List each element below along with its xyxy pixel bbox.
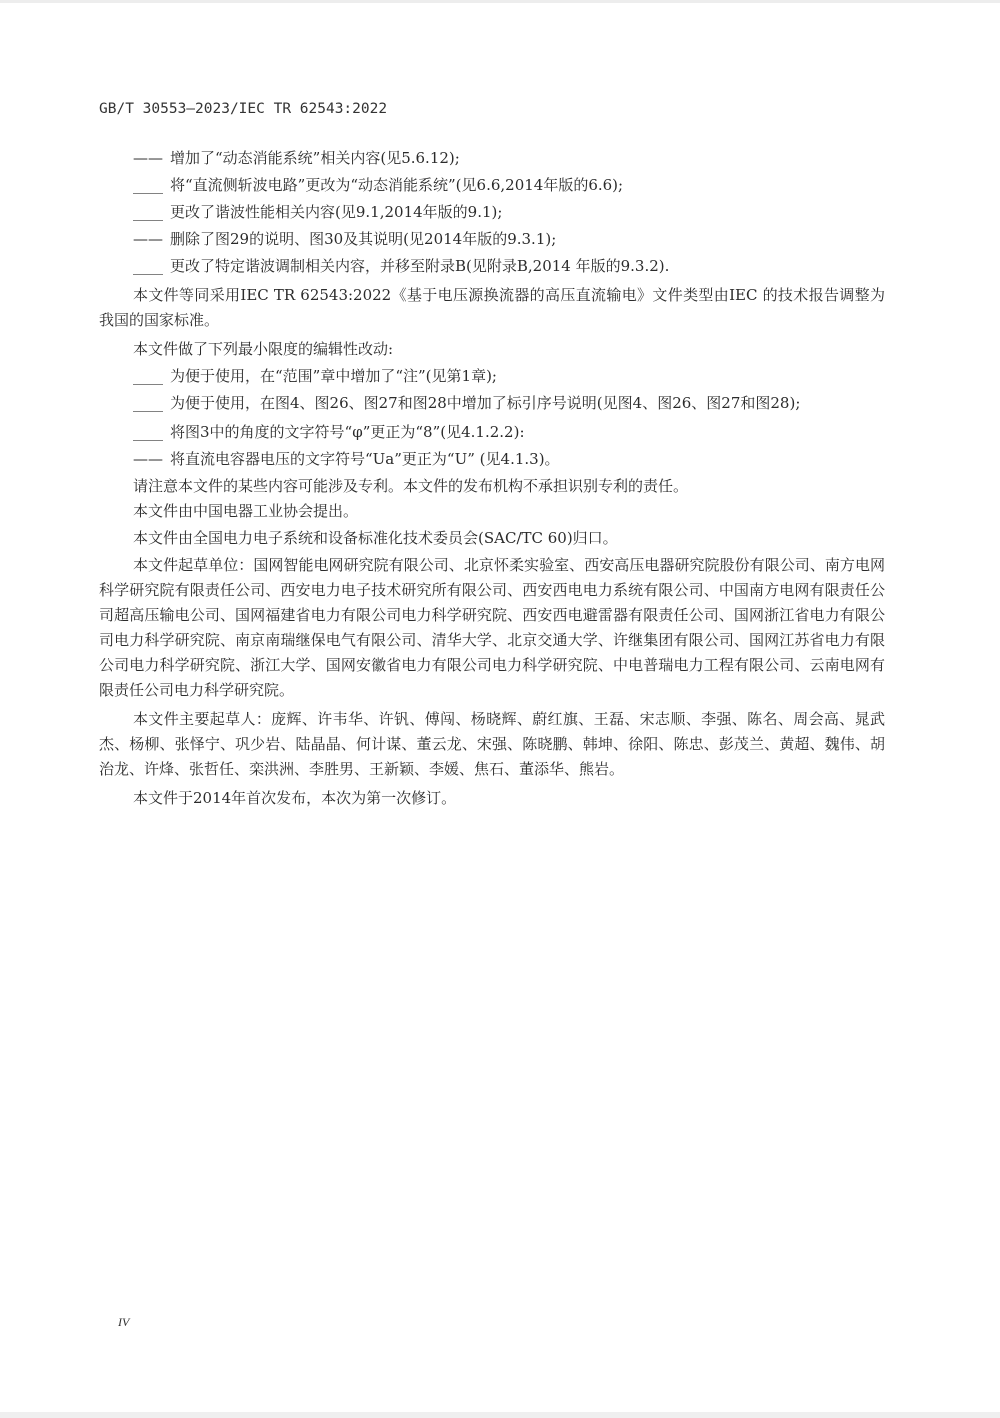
list-dash-mark: ——	[133, 230, 163, 248]
change-text: 删除了图29的说明、图30及其说明(见2014年版的9.3.1);	[170, 230, 557, 248]
adoption-paragraph: 本文件等同采用IEC TR 62543:2022《基于电压源换流器的高压直流输电》文件类型由IEC 的技术报告调整为我国的国家标准。	[99, 286, 885, 329]
page-number: IV	[118, 1315, 130, 1329]
editorial-item-4	[99, 447, 885, 472]
drafting-units-paragraph: 本文件起草单位：国网智能电网研究院有限公司、北京怀柔实验室、西安高压电器研究院股份有限公司、南方电网科学研究院有限责任公司、西安电力电子技术研究所有限公司、西安西电电力系统有限公司、中国南方电网有限责任公司超高压输电公司、国网福建省电力有限公司电力科学研究院、西安西电避雷器有限责任公司、国网浙江省电力有限公司电力科学研究院、南京南瑞继保电气有限公司、清华大学、北京交通大学、许继集团有限公司、国网江苏省电力有限公司电力科学研究院、浙江大学、国网安徽省电力有限公司电力科学研究院、中电普瑞电力工程有限公司、云南电网有限责任公司电力科学研究院。	[99, 556, 885, 699]
list-dash-mark: ——	[133, 450, 163, 468]
change-text: 增加了“动态消能系统”相关内容(见5.6.12);	[170, 149, 460, 167]
change-item-2	[99, 173, 885, 198]
editorial-text: 将直流电容器电压的文字符号“Ua”更正为“U” (见4.1.3)。	[170, 450, 560, 468]
list-dash-mark: ____	[133, 423, 163, 441]
editorial-text: 为便于使用，在“范围”章中增加了“注”(见第1章);	[170, 367, 497, 385]
change-item-4	[99, 227, 885, 252]
list-dash-mark: ____	[133, 394, 163, 412]
list-dash-mark: ____	[133, 257, 163, 275]
change-item-1	[99, 146, 885, 171]
editorial-intro: 本文件做了下列最小限度的编辑性改动:	[133, 340, 394, 358]
list-dash-mark: ____	[133, 203, 163, 221]
editorial-item-3	[99, 420, 885, 445]
patent-notice: 请注意本文件的某些内容可能涉及专利。本文件的发布机构不承担识别专利的责任。	[133, 477, 689, 495]
drafters-paragraph: 本文件主要起草人：庞辉、许韦华、许钒、傅闯、杨晓辉、蔚红旗、王磊、宋志顺、李强、陈名、周会高、晁武杰、杨柳、张怿宁、巩少岩、陆晶晶、何计谋、董云龙、宋强、陈晓鹏、韩坤、徐阳、陈忠、彭茂兰、黄超、魏伟、胡治龙、许烽、张哲任、栾洪洲、李胜男、王新颖、李媛、焦石、董添华、熊岩。	[99, 710, 885, 778]
change-text: 更改了特定谐波调制相关内容，并移至附录B(见附录B,2014 年版的9.3.2).	[170, 257, 670, 275]
editorial-item-1	[99, 364, 885, 389]
editorial-text: 将图3中的角度的文字符号“φ”更正为“8”(见4.1.2.2):	[170, 423, 525, 441]
technical-committee-statement: 本文件由全国电力电子系统和设备标准化技术委员会(SAC/TC 60)归口。	[133, 529, 618, 547]
standard-number-header: GB/T 30553—2023/IEC TR 62543:2022	[99, 101, 388, 117]
editorial-item-2	[99, 391, 885, 416]
list-dash-mark: ____	[133, 176, 163, 194]
change-item-3	[99, 200, 885, 225]
change-text: 更改了谐波性能相关内容(见9.1,2014年版的9.1);	[170, 203, 503, 221]
proposer-statement: 本文件由中国电器工业协会提出。	[133, 502, 359, 520]
editorial-text: 为便于使用，在图4、图26、图27和图28中增加了标引序号说明(见图4、图26、图27和图28);	[170, 394, 801, 412]
change-item-5	[99, 254, 885, 279]
foreword-body	[99, 146, 885, 811]
change-text: 将“直流侧斩波电路”更改为“动态消能系统”(见6.6,2014年版的6.6);	[170, 176, 624, 194]
list-dash-mark: ____	[133, 367, 163, 385]
list-dash-mark: ——	[133, 149, 163, 167]
publication-history: 本文件于2014年首次发布，本次为第一次修订。	[133, 789, 457, 807]
